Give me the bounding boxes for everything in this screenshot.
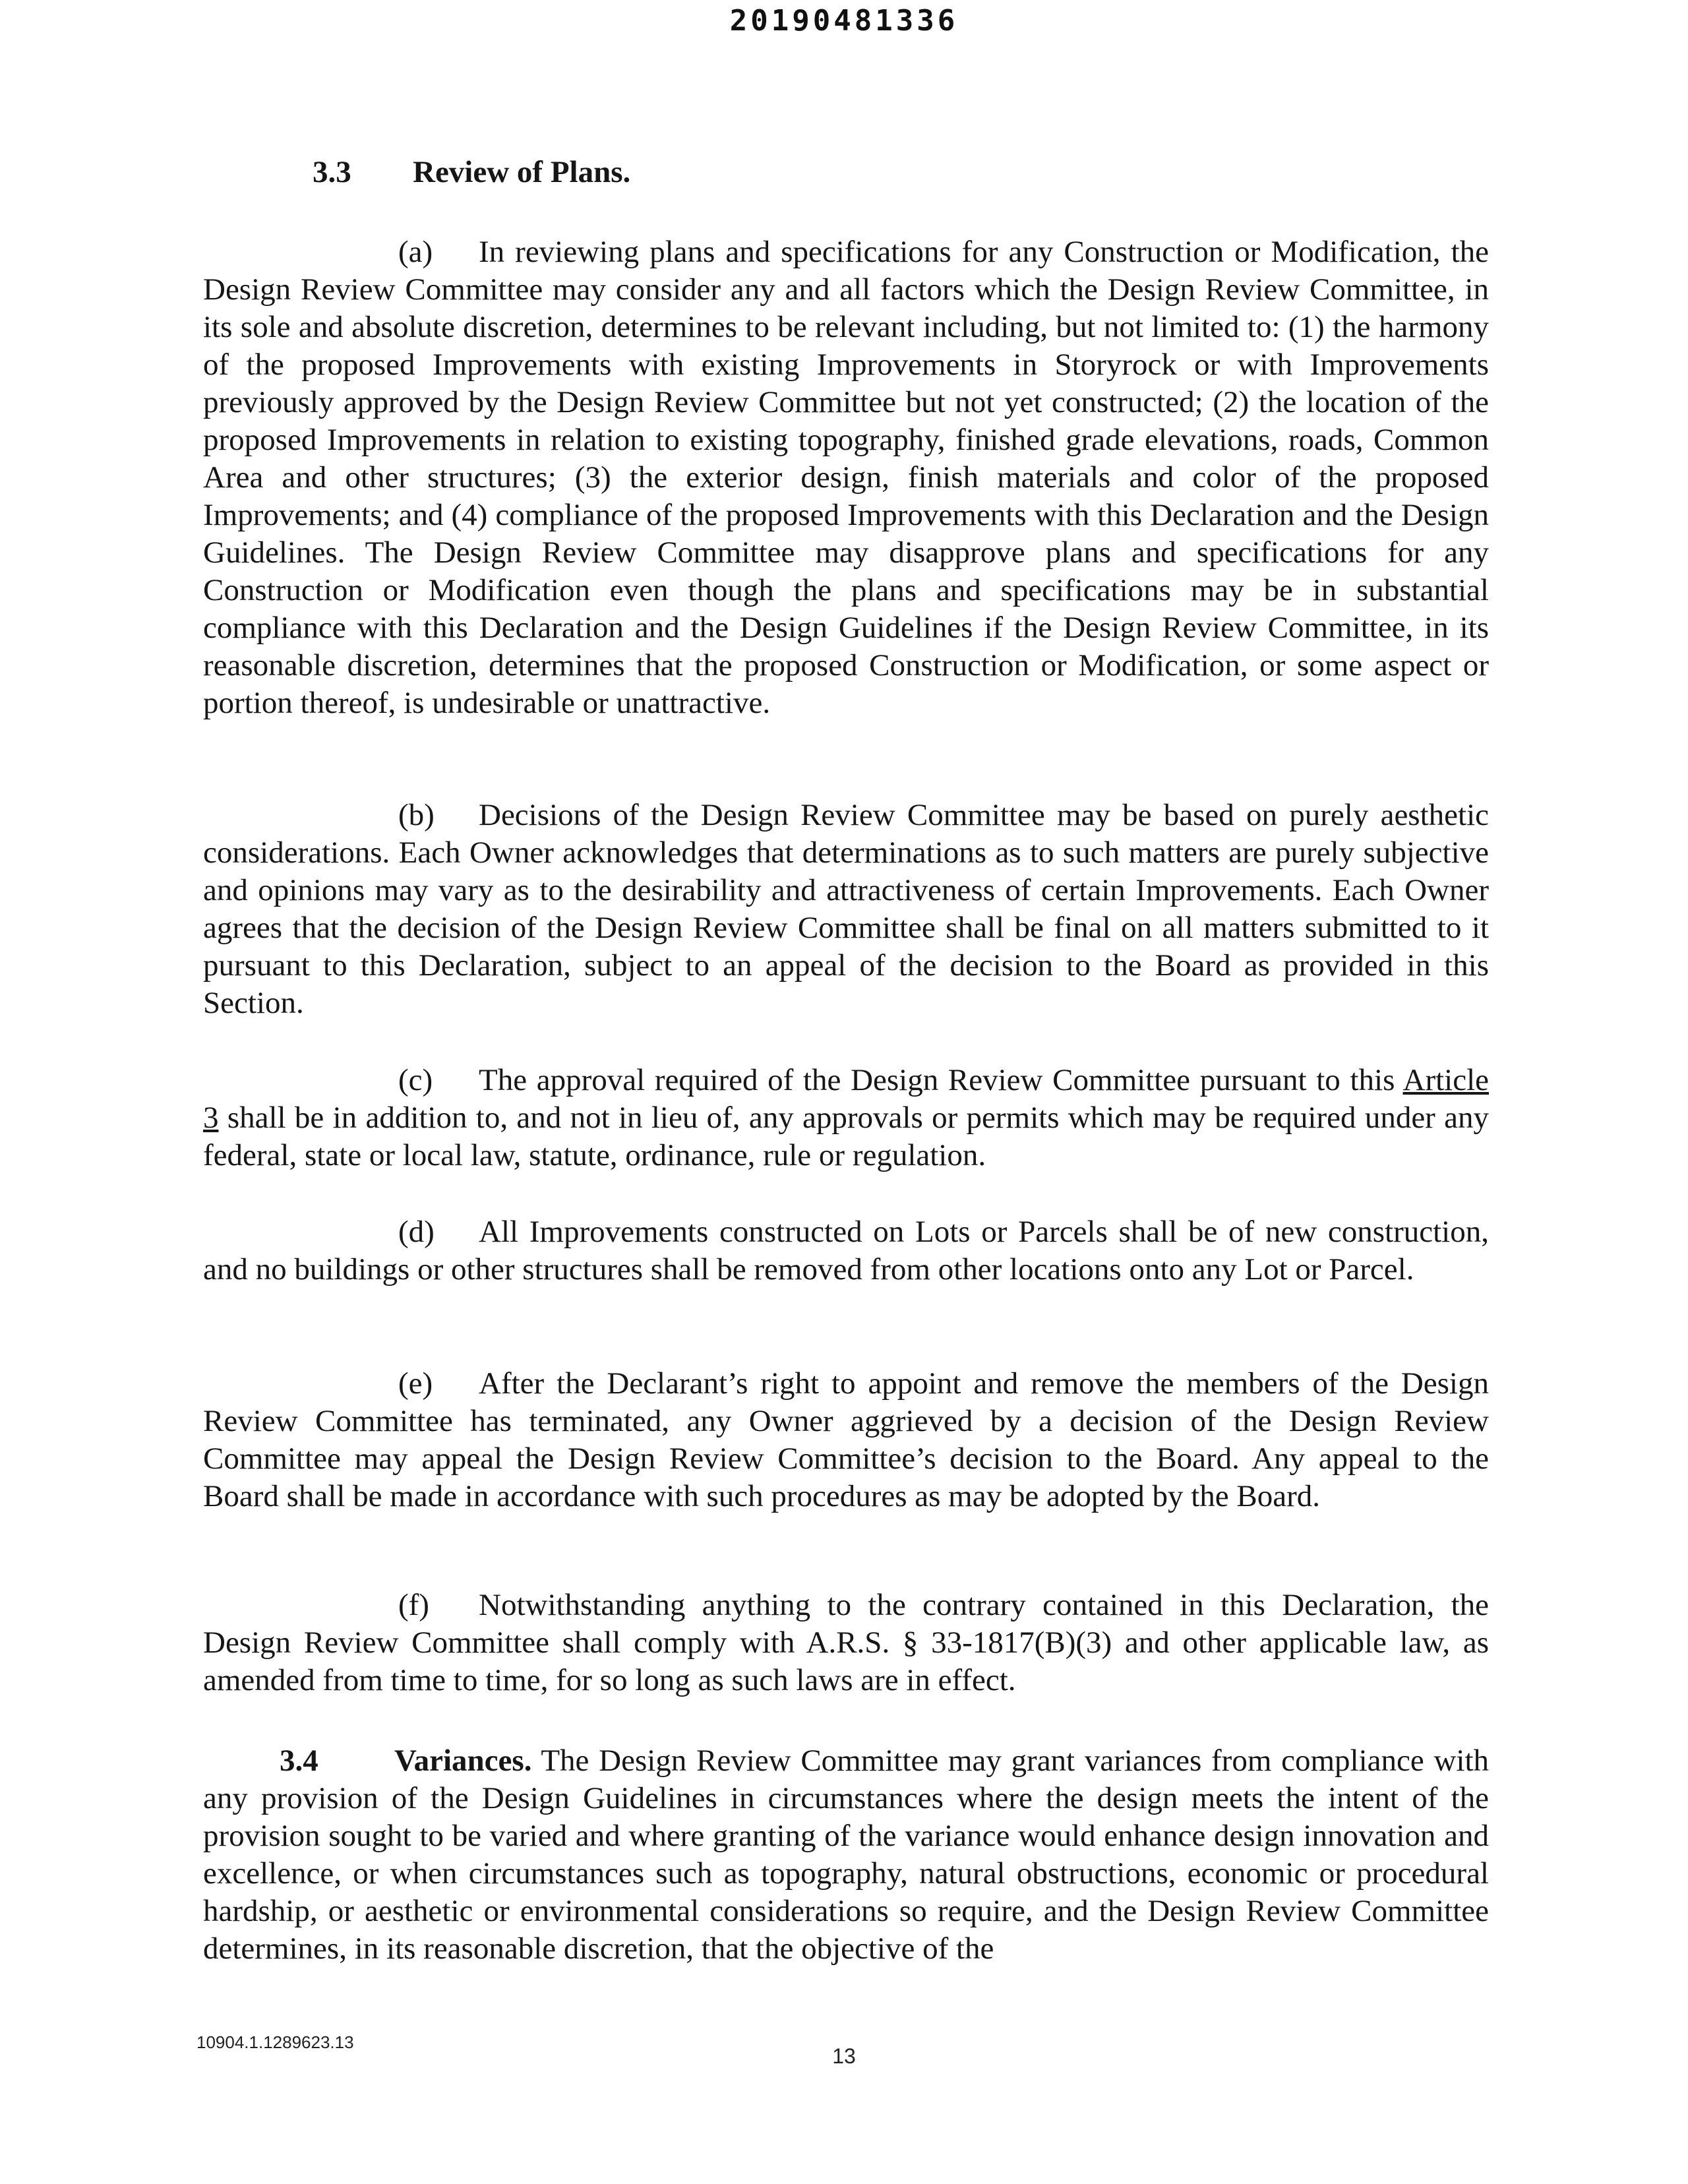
paragraph-label: (f) — [398, 1588, 429, 1622]
paragraph-text: Decisions of the Design Review Committee may be based on purely aesthetic considerations. Each Owner acknowledges that determinations as to such matters are purely subjective and opinions may vary as to the desirability and attractiveness of certain Improvements. Each Owner agrees that the decision of the Design Review Committee shall be final on all matters submitted to it pursuant to this Declaration, subject to an appeal of the decision to the Board as provided in this Section. — [203, 798, 1489, 1020]
paragraph-label: (e) — [398, 1366, 433, 1401]
paragraph-e — [203, 1365, 1489, 1515]
section-number: 3.3 — [313, 155, 351, 189]
paragraph-text: After the Declarant’s right to appoint and remove the members of the Design Review Committee has terminated, any Owner aggrieved by a decision of the Design Review Committee may appeal the Design Review Committee’s decision to the Board. Any appeal to the Board shall be made in accordance with such procedures as may be adopted by the Board. — [203, 1366, 1489, 1513]
paragraph-label: (b) — [398, 798, 435, 832]
paragraph-text: The approval required of the Design Review Committee pursuant to this — [479, 1063, 1395, 1097]
paragraph-text-continued: shall be in addition to, and not in lieu of, any approvals or permits which may be required under any federal, state or local law, statute, ordinance, rule or regulation. — [203, 1101, 1490, 1172]
footer-document-id: 10904.1.1289623.13 — [196, 2032, 354, 2052]
page-number: 13 — [832, 2044, 856, 2068]
section-3-4-variances — [203, 1742, 1489, 1968]
section-title: Variances. — [394, 1744, 532, 1778]
recording-number: 20190481336 — [729, 4, 959, 38]
paragraph-text: All Improvements constructed on Lots or Parcels shall be of new construction, and no buildings or other structures shall be removed from other locations onto any Lot or Parcel. — [203, 1215, 1489, 1287]
paragraph-label: (a) — [398, 235, 433, 269]
paragraph-d — [203, 1213, 1489, 1289]
section-3-3-heading — [313, 154, 630, 190]
paragraph-a — [203, 233, 1489, 722]
paragraph-label: (d) — [398, 1215, 435, 1249]
section-text: The Design Review Committee may grant variances from compliance with any provision of the Design Guidelines in circumstances where the design meets the intent of the provision sought to be varied and where granting of the variance would enhance design innovation and excellence, or when circumstances such as topography, natural obstructions, economic or procedural hardship, or aesthetic or environmental considerations so require, and the Design Review Committee determines, in its reasonable discretion, that the objective of the — [203, 1744, 1490, 1966]
article-3-reference: Article 3 — [203, 1063, 1489, 1135]
paragraph-label: (c) — [398, 1063, 433, 1097]
paragraph-c — [203, 1062, 1489, 1174]
section-number: 3.4 — [280, 1744, 318, 1778]
paragraph-f — [203, 1587, 1489, 1699]
section-title: Review of Plans. — [413, 155, 631, 189]
paragraph-text: In reviewing plans and specifications for any Construction or Modification, the Design Review Committee may consider any and all factors which the Design Review Committee, in its sole and absolute discretion, determines to be relevant including, but not limited to: (1) the harmony of the proposed Improvements with existing Improvements in Storyrock or with Improvements previously approved by the Design Review Committee but not yet constructed; (2) the location of the proposed Improvements in relation to existing topography, finished grade elevations, roads, Common Area and other structures; (3) the exterior design, finish materials and color of the proposed Improvements; and (4) compliance of the proposed Improvements with this Declaration and the Design Guidelines. The Design Review Committee may disapprove plans and specifications for any Construction or Modification even though the plans and specifications may be in substantial compliance with this Declaration and the Design Guidelines if the Design Review Committee, in its reasonable discretion, determines that the proposed Construction or Modification, or some aspect or portion thereof, is undesirable or unattractive. — [203, 235, 1489, 720]
paragraph-text: Notwithstanding anything to the contrary contained in this Declaration, the Design Review Committee shall comply with A.R.S. § 33-1817(B)(3) and other applicable law, as amended from time to time, for so long as such laws are in effect. — [203, 1588, 1489, 1697]
paragraph-b — [203, 797, 1489, 1022]
